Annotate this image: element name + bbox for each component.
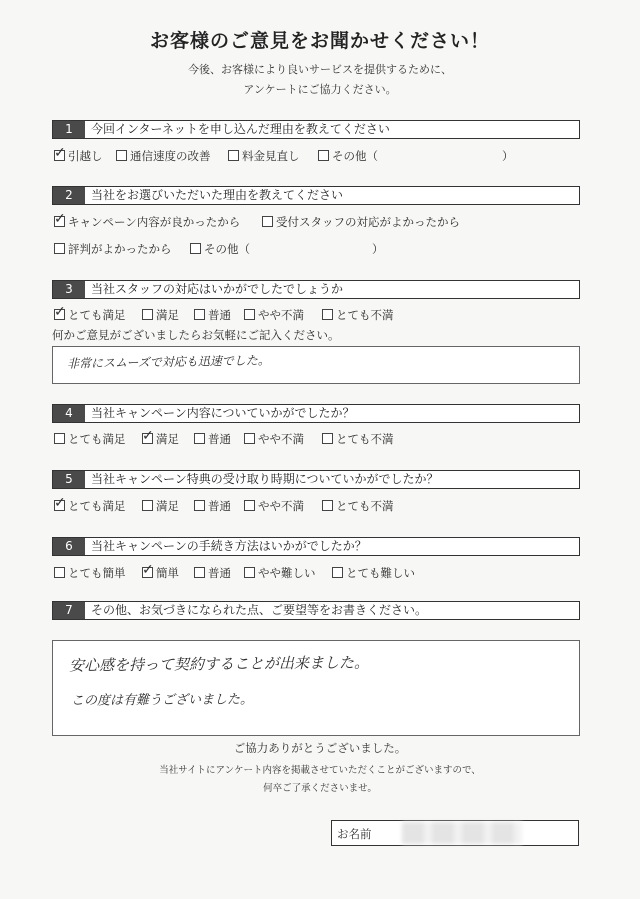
- question-6-header: [52, 537, 580, 556]
- checkbox[interactable]: [190, 243, 201, 254]
- check-mark-icon: ✓: [54, 304, 66, 320]
- q7-handwritten-line-2: この度は有難うございました。: [70, 692, 254, 709]
- check-mark-icon: ✓: [54, 145, 66, 161]
- question-3-number: 3: [53, 281, 85, 298]
- q4-option-very-dissatisfied[interactable]: とても不満: [322, 430, 394, 448]
- check-mark-icon: ✓: [54, 495, 66, 511]
- q4-option-satisfied[interactable]: ✓ 満足: [142, 428, 179, 446]
- check-mark-icon: ✓: [142, 428, 154, 444]
- checkbox[interactable]: [318, 150, 329, 161]
- q2-option-campaign[interactable]: ✓ キャンペーン内容が良かったから: [54, 211, 241, 229]
- checkbox[interactable]: [322, 500, 333, 511]
- q1-option-speed[interactable]: 通信速度の改善: [116, 147, 211, 165]
- checkbox[interactable]: [54, 145, 66, 161]
- checkbox[interactable]: [244, 433, 255, 444]
- question-6-options: [54, 564, 574, 582]
- question-7-text: その他、お気づきになられた点、ご要望等をお書きください。: [91, 603, 428, 617]
- q3-option-very-dissatisfied[interactable]: とても不満: [322, 306, 394, 324]
- question-4-options: [54, 430, 574, 448]
- q5-option-normal[interactable]: 普通: [194, 497, 231, 515]
- question-4-text: 当社キャンペーン内容についていかがでしたか？: [91, 406, 355, 420]
- q5-option-very-dissatisfied[interactable]: とても不満: [322, 497, 394, 515]
- q5-option-very-satisfied[interactable]: ✓ とても満足: [54, 495, 126, 513]
- q5-option-satisfied[interactable]: 満足: [142, 497, 179, 515]
- checkbox[interactable]: [54, 304, 66, 320]
- question-4-number: 4: [53, 405, 85, 422]
- q6-option-very-difficult[interactable]: とても難しい: [332, 564, 415, 582]
- checkbox[interactable]: [332, 567, 343, 578]
- question-4-header: [52, 404, 580, 423]
- checkbox[interactable]: [142, 562, 154, 578]
- q2-option-other[interactable]: その他（: [190, 240, 250, 258]
- q7-comment-box[interactable]: [52, 640, 580, 736]
- checkbox[interactable]: [116, 150, 127, 161]
- question-1-number: 1: [53, 121, 85, 138]
- question-1-options: [54, 147, 574, 165]
- checkbox[interactable]: [194, 309, 205, 320]
- page-title: お客様のご意見をお聞かせください！: [149, 30, 490, 52]
- q3-handwritten-comment: 非常にスムーズで対応も迅速でした。: [66, 353, 270, 371]
- q6-option-easy[interactable]: ✓ 簡単: [142, 562, 179, 580]
- footer-line-2: 何卒ご了承くださいませ。: [263, 783, 377, 794]
- checkbox[interactable]: [54, 433, 65, 444]
- q5-option-slightly-dissatisfied[interactable]: やや不満: [244, 497, 304, 515]
- q3-option-very-satisfied[interactable]: ✓ とても満足: [54, 304, 126, 322]
- checkbox[interactable]: [194, 567, 205, 578]
- q1-option-price[interactable]: 料金見直し: [228, 147, 300, 165]
- q3-option-slightly-dissatisfied[interactable]: やや不満: [244, 306, 304, 324]
- q6-option-very-easy[interactable]: とても簡単: [54, 564, 126, 582]
- question-5-header: [52, 470, 580, 489]
- q2-option-staff[interactable]: 受付スタッフの対応がよかったから: [262, 213, 460, 231]
- checkbox[interactable]: [54, 211, 66, 227]
- footer-thanks: ご協力ありがとうございました。: [233, 741, 407, 755]
- q4-option-slightly-dissatisfied[interactable]: やや不満: [244, 430, 304, 448]
- q2-other-close: ）: [372, 242, 384, 256]
- q4-option-very-satisfied[interactable]: とても満足: [54, 430, 126, 448]
- question-6-text: 当社キャンペーンの手続き方法はいかがでしたか？: [91, 539, 367, 553]
- question-1-header: [52, 120, 580, 139]
- checkbox[interactable]: [142, 309, 153, 320]
- checkbox[interactable]: [142, 428, 154, 444]
- q3-option-normal[interactable]: 普通: [194, 306, 231, 324]
- question-5-text: 当社キャンペーン特典の受け取り時期についていかがでしたか？: [91, 472, 439, 486]
- subtitle-line-1: 今後、お客様により良いサービスを提供するために、: [188, 63, 452, 76]
- checkbox[interactable]: [228, 150, 239, 161]
- q1-option-other[interactable]: その他（: [318, 147, 378, 165]
- question-7-header: [52, 601, 580, 620]
- check-mark-icon: ✓: [142, 562, 154, 578]
- question-5-options: [54, 497, 574, 515]
- checkbox[interactable]: [194, 500, 205, 511]
- checkbox[interactable]: [322, 309, 333, 320]
- checkbox[interactable]: [244, 309, 255, 320]
- q3-option-satisfied[interactable]: 満足: [142, 306, 179, 324]
- question-5-number: 5: [53, 471, 85, 488]
- checkbox[interactable]: [194, 433, 205, 444]
- question-6-number: 6: [53, 538, 85, 555]
- q3-note: 何かご意見がございましたらお気軽にご記入ください。: [52, 328, 340, 342]
- subtitle: [0, 60, 640, 100]
- check-mark-icon: ✓: [54, 211, 66, 227]
- q1-option-moving[interactable]: ✓ 引越し: [54, 145, 103, 163]
- question-3-options: [54, 306, 574, 324]
- question-2-options-row-2: [54, 240, 574, 258]
- checkbox[interactable]: [54, 495, 66, 511]
- subtitle-line-2: アンケートにご協力ください。: [243, 83, 397, 96]
- question-7-number: 7: [53, 602, 85, 619]
- name-label: お名前: [337, 827, 372, 841]
- question-2-number: 2: [53, 187, 85, 204]
- q4-option-normal[interactable]: 普通: [194, 430, 231, 448]
- q6-option-normal[interactable]: 普通: [194, 564, 231, 582]
- q3-comment-box[interactable]: [52, 346, 580, 384]
- name-field[interactable]: [331, 820, 579, 846]
- q1-other-close: ）: [502, 149, 514, 163]
- redacted-name: [402, 822, 522, 844]
- q2-option-reputation[interactable]: 評判がよかったから: [54, 240, 172, 258]
- footer-line-1: 当社サイトにアンケート内容を掲載させていただくことがございますので、: [159, 765, 481, 776]
- question-3-text: 当社スタッフの対応はいかがでしたでしょうか: [91, 282, 344, 296]
- checkbox[interactable]: [142, 500, 153, 511]
- question-1-text: 今回インターネットを申し込んだ理由を教えてください: [91, 122, 390, 136]
- q6-option-slightly-difficult[interactable]: やや難しい: [244, 564, 316, 582]
- checkbox[interactable]: [244, 500, 255, 511]
- checkbox[interactable]: [322, 433, 333, 444]
- q7-handwritten-line-1: 安心感を持って契約することが出来ました。: [68, 653, 370, 675]
- checkbox[interactable]: [244, 567, 255, 578]
- question-3-header: [52, 280, 580, 299]
- checkbox[interactable]: [262, 216, 273, 227]
- question-2-text: 当社をお選びいただいた理由を教えてください: [91, 188, 344, 202]
- question-2-options-row-1: [54, 213, 574, 231]
- checkbox[interactable]: [54, 243, 65, 254]
- question-2-header: [52, 186, 580, 205]
- checkbox[interactable]: [54, 567, 65, 578]
